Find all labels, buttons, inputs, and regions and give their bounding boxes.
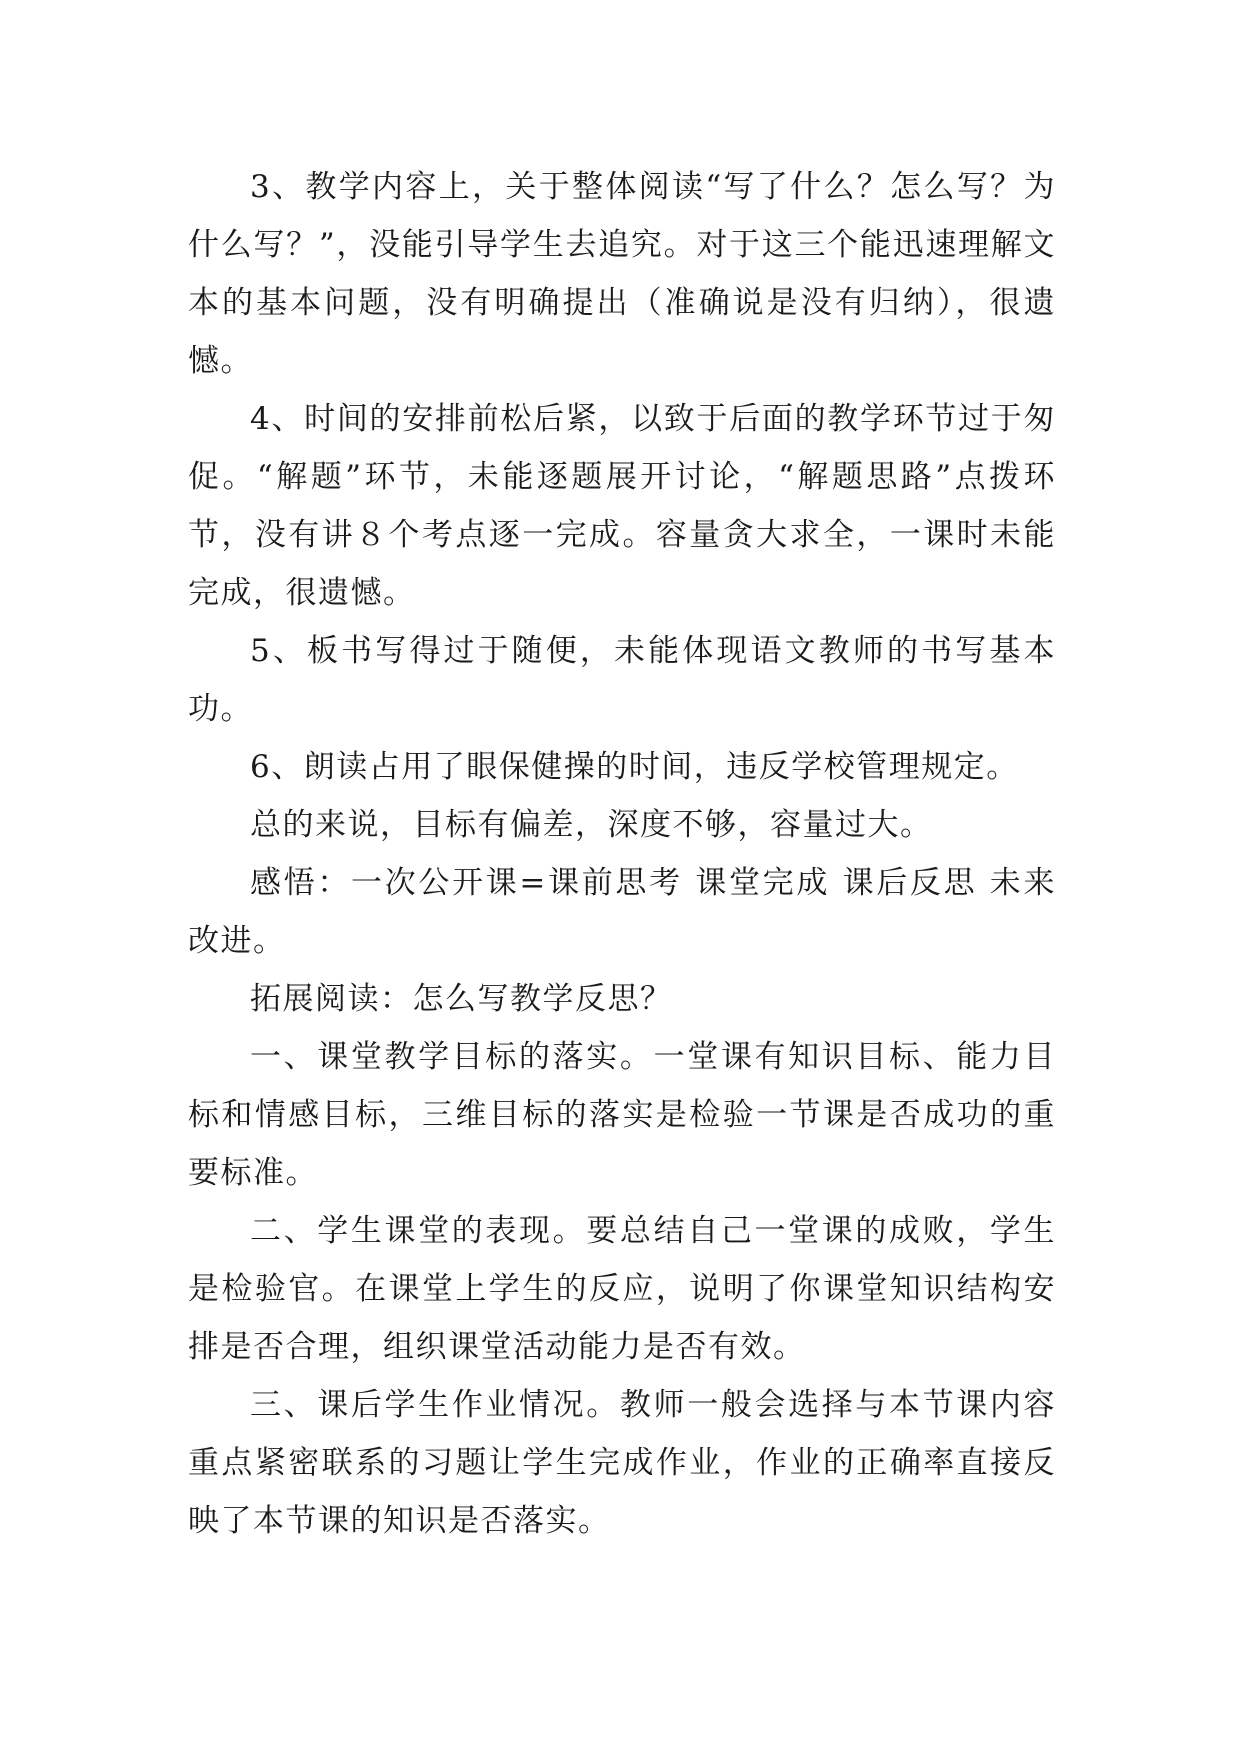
paragraph-insight: 感悟：一次公开课=课前思考 课堂完成 课后反思 未来改进。 <box>188 865 1056 959</box>
document-body <box>188 158 1056 1550</box>
paragraph-homework: 三、课后学生作业情况。教师一般会选择与本节课内容重点紧密联系的习题让学生完成作业，作业的正确率直接反映了本节课的知识是否落实。 <box>188 1387 1056 1539</box>
paragraph-extended-reading: 拓展阅读：怎么写教学反思？ <box>250 981 673 1017</box>
paragraph-blackboard-writing: 5、板书写得过于随便，未能体现语文教师的书写基本功。 <box>188 633 1056 727</box>
paragraph-teaching-content: 3、教学内容上，关于整体阅读“写了什么？怎么写？为什么写？”，没能引导学生去追究。对于这三个能迅速理解文本的基本问题，没有明确提出（准确说是没有归纳），很遗憾。 <box>188 169 1056 379</box>
paragraph-time-arrangement: 4、时间的安排前松后紧，以致于后面的教学环节过于匆促。“解题”环节，未能逐题展开讨论，“解题思路”点拨环节，没有讲８个考点逐一完成。容量贪大求全，一课时未能完成，很遗憾。 <box>188 401 1056 611</box>
paragraph-student-performance: 二、学生课堂的表现。要总结自己一堂课的成败，学生是检验官。在课堂上学生的反应，说明了你课堂知识结构安排是否合理，组织课堂活动能力是否有效。 <box>188 1213 1056 1365</box>
paragraph-teaching-goals: 一、课堂教学目标的落实。一堂课有知识目标、能力目标和情感目标，三维目标的落实是检验一节课是否成功的重要标准。 <box>188 1039 1056 1191</box>
paragraph-summary: 总的来说，目标有偏差，深度不够，容量过大。 <box>250 807 933 843</box>
paragraph-reading-time: 6、朗读占用了眼保健操的时间，违反学校管理规定。 <box>250 749 1019 785</box>
